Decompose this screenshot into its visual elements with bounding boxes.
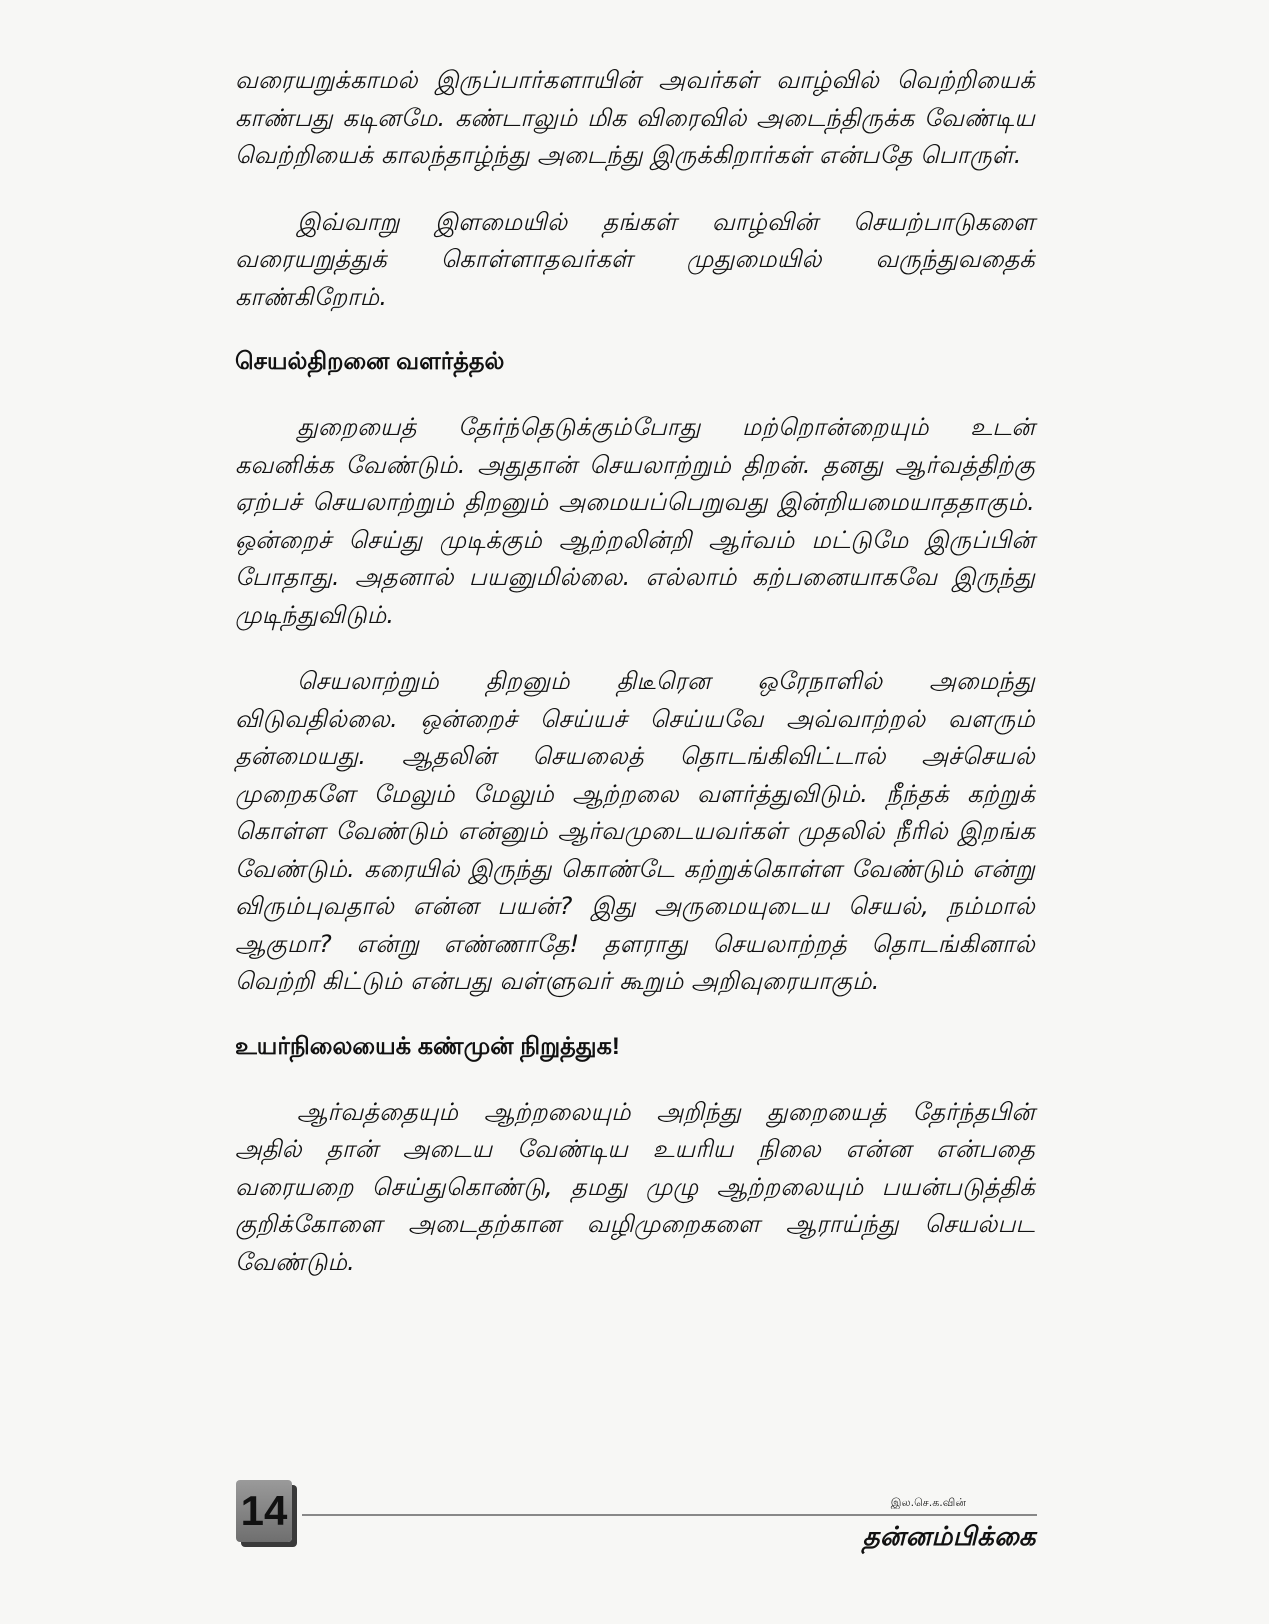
paragraph: செயலாற்றும் திறனும் திடீரென ஒரேநாளில் அமைந்து விடுவதில்லை. ஒன்றைச் செய்யச் செய்யவே அவ்வாற்றல் வளரும் தன்மையது. ஆதலின் செயலைத் தொடங்கிவிட்டால் அச்செயல் முறைகளே மேலும் மேலும் ஆற்றலை வளர்த்துவிடும். நீந்தக் கற்றுக் கொள்ள வேண்டும் என்னும் ஆர்வமுடையவர்கள் முதலில் நீரில் இறங்க வேண்டும். கரையில் இருந்து கொண்டே கற்றுக்கொள்ள வேண்டும் என்று விரும்புவதால் என்ன பயன்? இது அருமையுடைய செயல், நம்மால் ஆகுமா? என்று எண்ணாதே! தளராது செயலாற்றத் தொடங்கினால் வெற்றி கிட்டும் என்பது வள்ளுவர் கூறும் அறிவுரையாகும். <box>235 667 1035 995</box>
paragraph: ஆர்வத்தையும் ஆற்றலையும் அறிந்து துறையைத் தேர்ந்தபின் அதில் தான் அடைய வேண்டிய உயரிய நிலை என்ன என்பதை வரையறை செய்துகொண்டு, தமது முழு ஆற்றலையும் பயன்படுத்திக் குறிக்கோளை அடைதற்கான வழிமுறைகளை ஆராய்ந்து செயல்பட வேண்டும். <box>235 1097 1035 1276</box>
paragraph: இவ்வாறு இளமையில் தங்கள் வாழ்வின் செயற்பாடுகளை வரையறுத்துக் கொள்ளாதவர்கள் முதுமையில் வருந்துவதைக் காண்கிறோம். <box>235 207 1035 311</box>
publisher-label: இல.செ.க.வின் <box>890 1496 966 1509</box>
section-heading: உயர்நிலையைக் கண்முன் நிறுத்துக! <box>235 1032 620 1060</box>
section-heading: செயல்திறனை வளர்த்தல் <box>235 348 505 375</box>
footer-divider <box>302 1514 1037 1516</box>
magazine-brand: தன்னம்பிக்கை <box>862 1522 1036 1552</box>
paragraph: வரையறுக்காமல் இருப்பார்களாயின் அவர்கள் வாழ்வில் வெற்றியைக் காண்பது கடினமே. கண்டாலும் மிக விரைவில் அடைந்திருக்க வேண்டிய வெற்றியைக் காலந்தாழ்ந்து அடைந்து இருக்கிறார்கள் என்பதே பொருள். <box>235 66 1035 169</box>
paragraph: துறையைத் தேர்ந்தெடுக்கும்போது மற்றொன்றையும் உடன் கவனிக்க வேண்டும். அதுதான் செயலாற்றும் திறன். தனது ஆர்வத்திற்கு ஏற்பச் செயலாற்றும் திறனும் அமையப்பெறுவது இன்றியமையாததாகும். ஒன்றைச் செய்து முடிக்கும் ஆற்றலின்றி ஆர்வம் மட்டுமே இருப்பின் போதாது. அதனால் பயனுமில்லை. எல்லாம் கற்பனையாகவே இருந்து முடிந்துவிடும். <box>235 413 1035 629</box>
page-number: 14 <box>236 1480 292 1542</box>
page-footer <box>236 1480 1036 1560</box>
page-content <box>235 62 1035 1310</box>
